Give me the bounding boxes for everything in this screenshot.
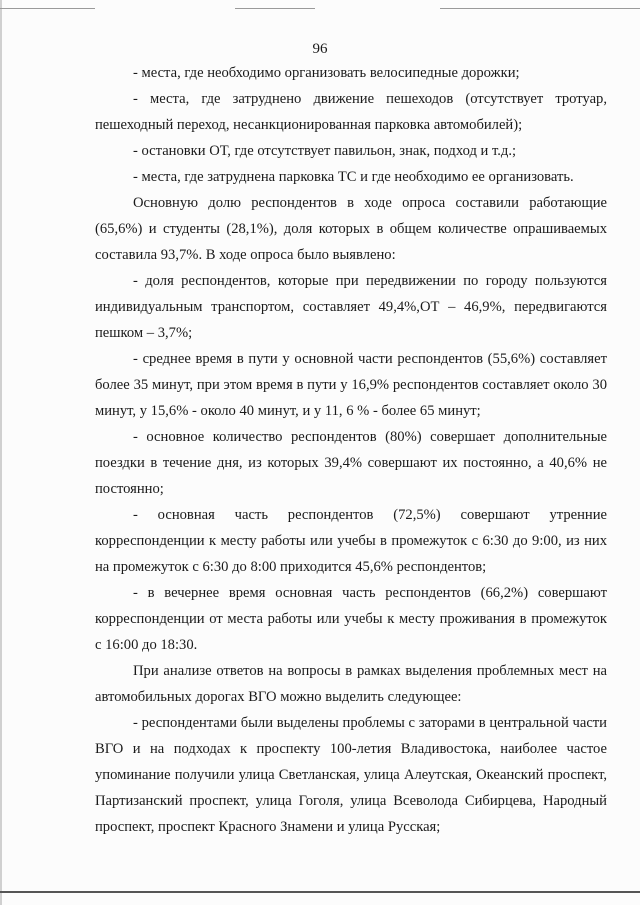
scan-bottom-rule xyxy=(0,891,640,893)
paragraph: - в вечернее время основная часть респондентов (66,2%) совершают корреспонденции от места работы или учебы к месту проживания в промежуток с 16:00 до 18:30. xyxy=(95,585,607,653)
paragraph: - основная часть респондентов (72,5%) совершают утренние корреспонденции к месту работы или учебы в промежуток с 6:30 до 9:00, из них на промежуток с 6:30 до 8:00 приходится 45,6% респондентов; xyxy=(95,507,607,575)
paragraph: - респондентами были выделены проблемы с заторами в центральной части ВГО и на подходах к проспекту 100-летия Владивостока, наиболее частое упоминание получили улица Светланская, улица Алеутская, Океанский проспект, Партизанский проспект, улица Гоголя, улица Всеволода Сибирцева, Народный проспект, проспект Красного Знамени и улица Русская; xyxy=(95,715,607,835)
paragraph: Основную долю респондентов в ходе опроса составили работающие (65,6%) и студенты (28,1%), доля которых в общем количестве опрашиваемых составила 93,7%. В ходе опроса было выявлено: xyxy=(95,195,607,263)
paragraph: - основное количество респондентов (80%) совершает дополнительные поездки в течение дня, из которых 39,4% совершают их постоянно, а 40,6% не постоянно; xyxy=(95,429,607,497)
paragraph: - места, где необходимо организовать велосипедные дорожки; xyxy=(133,65,520,81)
body-text xyxy=(95,60,607,840)
paragraph: - среднее время в пути у основной части респондентов (55,6%) составляет более 35 минут, при этом время в пути у 16,9% респондентов составляет около 30 минут, у 15,6% - около 40 минут, и у 11, 6 % - более 65 минут; xyxy=(95,351,607,419)
paragraph: - места, где затруднено движение пешеходов (отсутствует тротуар, пешеходный переход, несанкционированная парковка автомобилей); xyxy=(95,91,607,133)
scan-top-rule-left xyxy=(0,8,95,9)
page-number: 96 xyxy=(312,41,328,57)
scan-top-rule-right xyxy=(440,8,640,9)
paragraph: - остановки ОТ, где отсутствует павильон, знак, подход и т.д.; xyxy=(133,143,517,159)
paragraph: - доля респондентов, которые при передвижении по городу пользуются индивидуальным транспортом, составляет 49,4%,ОТ – 46,9%, передвигаются пешком – 3,7%; xyxy=(95,273,607,341)
paragraph: При анализе ответов на вопросы в рамках выделения проблемных мест на автомобильных дорогах ВГО можно выделить следующее: xyxy=(95,663,607,705)
scan-left-edge xyxy=(0,0,2,905)
scan-top-rule-middle xyxy=(235,8,315,9)
paragraph: - места, где затруднена парковка ТС и где необходимо ее организовать. xyxy=(133,169,574,185)
